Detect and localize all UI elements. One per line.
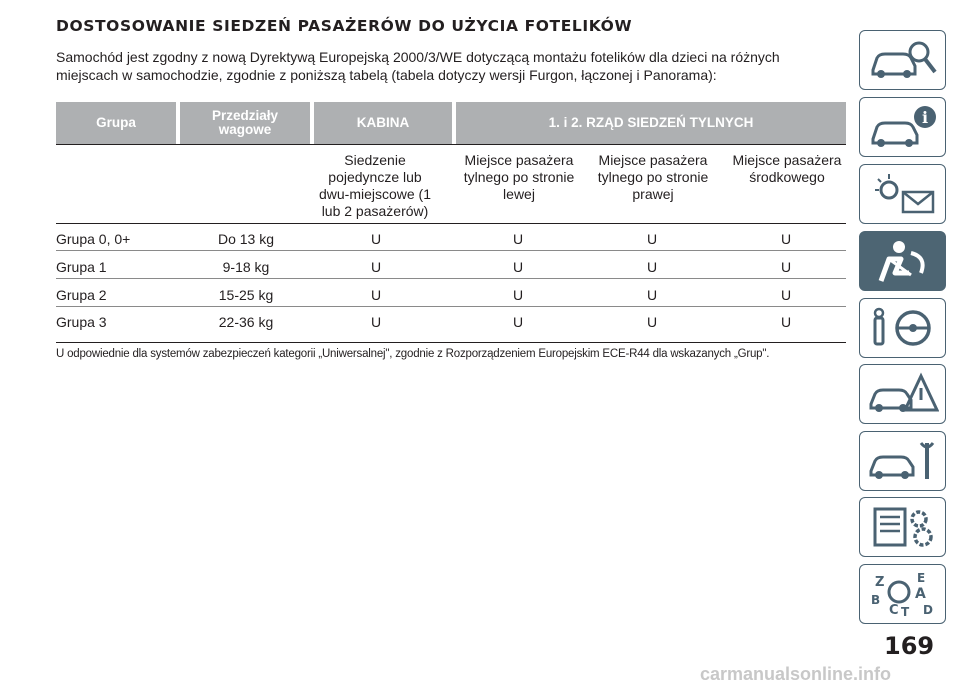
row-value: U [780,287,792,303]
tab-car-info[interactable] [859,97,946,157]
page-title: DOSTOSOWANIE SIEDZEŃ PASAŻERÓW DO UŻYCIA FOTELIKÓW [56,17,633,35]
row-value: U [646,314,658,330]
row-value: U [512,231,524,247]
page-number: 169 [884,632,935,660]
svg-text:C: C [888,603,899,618]
tab-index[interactable] [859,564,946,624]
tab-airbag-seat[interactable] [859,231,946,291]
tab-car-maintenance[interactable] [859,431,946,491]
svg-text:Z: Z [874,575,884,590]
airbag-seat-icon [867,237,939,285]
row-divider [56,250,846,251]
svg-text:E: E [916,571,925,585]
row-weight: 22-36 kg [218,314,274,330]
intro-paragraph: Samochód jest zgodny z nową Dyrektywą Europejską 2000/3/WE dotyczącą montażu fotelików dla dzieci na różnych miejscach w samochodzie, zgodnie z poniższą tabelą (tabela dotyczy wersji Furgon, łączonej i Panorama): [56,49,780,83]
header-rear-rows: 1. i 2. RZĄD SIEDZEŃ TYLNYCH [456,102,846,144]
row-value: U [370,314,382,330]
header-weight-label: Przedziały wagowe [211,108,279,137]
row-weight: Do 13 kg [217,231,275,247]
header-divider [56,144,846,145]
row-value: U [512,259,524,275]
header-grupa: Grupa [56,102,176,144]
subheader-rear-right: Miejsce pasażera tylnego po stronie prawej [597,152,709,202]
row-weight: 15-25 kg [218,287,274,303]
tab-key-steering[interactable] [859,298,946,358]
row-value: U [512,314,524,330]
svg-text:T: T [900,605,909,618]
table-footnote: U odpowiednie dla systemów zabezpieczeń kategorii „Uniwersalnej", zgodnie z Rozporządzeniem Europejskim ECE-R44 dla wskazanych „Grup". [56,348,770,360]
car-maintenance-icon [867,437,939,485]
subheader-divider [56,223,846,224]
subheader-cabin-seat: Siedzenie pojedyncze lub dwu-miejscowe (1 lub 2 pasażerów) [318,152,432,219]
row-divider [56,306,846,307]
svg-text:D: D [922,603,933,617]
row-value: U [370,287,382,303]
index-icon [867,570,939,618]
row-value: U [646,259,658,275]
warning-lights-icon [867,170,939,218]
tab-car-breakdown[interactable] [859,364,946,424]
row-weight: 9-18 kg [222,259,270,275]
subheader-rear-middle: Miejsce pasażera środkowego [732,152,842,185]
row-value: U [646,231,658,247]
tab-warning-lights[interactable] [859,164,946,224]
row-value: U [780,314,792,330]
tab-car-search[interactable] [859,30,946,90]
row-value: U [780,259,792,275]
svg-text:i: i [921,108,928,127]
row-value: U [646,287,658,303]
row-value: U [512,287,524,303]
subheader-rear-left: Miejsce pasażera tylnego po stronie lewej [463,152,575,202]
row-value: U [370,231,382,247]
row-value: U [780,231,792,247]
row-group: Grupa 3 [56,314,107,330]
row-value: U [370,259,382,275]
svg-text:A: A [914,586,926,602]
header-weight [180,102,310,144]
car-search-icon [867,36,939,84]
row-group: Grupa 2 [56,287,107,303]
header-kabina: KABINA [314,102,452,144]
car-info-icon [867,103,939,151]
row-group: Grupa 1 [56,259,107,275]
specifications-icon [867,503,939,551]
svg-text:B: B [870,593,880,607]
tab-specifications[interactable] [859,497,946,557]
row-group: Grupa 0, 0+ [56,231,131,247]
key-steering-icon [867,304,939,352]
row-divider [56,278,846,279]
watermark: carmanualsonline.info [700,664,892,684]
car-breakdown-icon [867,370,939,418]
table-bottom-rule [56,342,846,343]
